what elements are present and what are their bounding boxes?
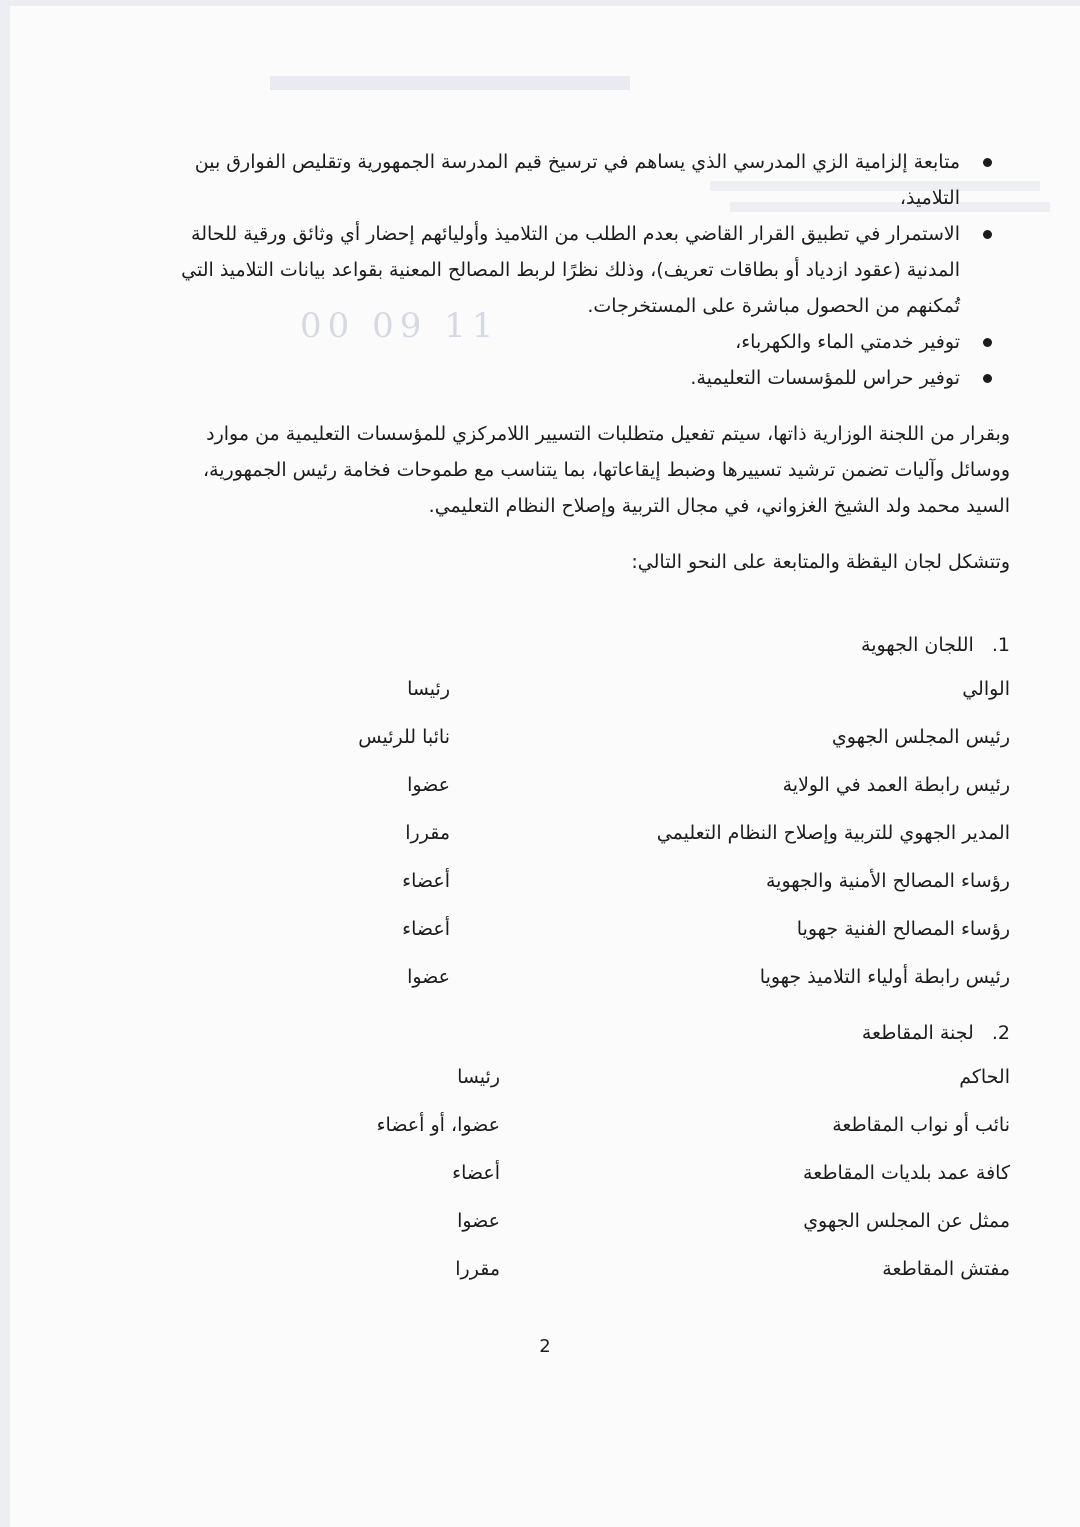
bleed-through-header [270,76,630,90]
bullet-icon [983,338,992,347]
regional-committees-section [160,630,1010,1004]
committees-intro: وتتشكل لجان اليقظة والمتابعة على النحو التالي: [631,551,1010,573]
member-role: رؤساء المصالح الأمنية والجهوية [766,870,1010,892]
table-row [160,668,1010,716]
table-row [160,1152,1010,1200]
table-row [160,1056,1010,1104]
decision-paragraph: وبقرار من اللجنة الوزارية ذاتها، سيتم تفعيل متطلبات التسيير اللامركزي للمؤسسات التعليمية من موارد ووسائل وآليات تضمن ترشيد تسييرها وضبط إيقاعاتها، بما يتناسب مع طموحات فخامة رئيس الجمهورية، السيد محمد ولد الشيخ الغزواني، في مجال التربية وإصلاح النظام التعليمي. [202,423,1010,517]
district-committee-section [160,1018,1010,1296]
document-content [160,144,1010,1296]
bullet-icon [983,158,992,167]
faint-stamp-mark: 00 09 11 [300,306,500,346]
member-role: الوالي [962,678,1010,700]
page-number: 2 [539,1336,551,1357]
table-row [160,1248,1010,1296]
section-number: 1. [991,634,1010,656]
member-title: عضوا [407,966,450,988]
member-title: مقررا [405,822,450,844]
section-heading [160,1018,1010,1048]
member-title: عضوا، أو أعضاء [376,1114,500,1136]
members-table [160,668,1010,1004]
member-role: رئيس رابطة أولياء التلاميذ جهويا [759,966,1010,988]
bullet-text: متابعة إلزامية الزي المدرسي الذي يساهم في ترسيخ قيم المدرسة الجمهورية وتقليص الفوارق بين التلاميذ، [194,151,960,209]
section-title: لجنة المقاطعة [861,1022,974,1044]
table-row [160,860,1010,908]
table-row [160,908,1010,956]
members-table [160,1056,1010,1296]
member-role: رئيس المجلس الجهوي [831,726,1010,748]
member-role: كافة عمد بلديات المقاطعة [803,1162,1010,1184]
list-item [160,216,1010,324]
member-title: رئيسا [457,1066,500,1088]
table-row [160,1200,1010,1248]
bullet-icon [983,374,992,383]
member-title: مقررا [455,1258,500,1280]
table-row [160,716,1010,764]
member-title: عضوا [457,1210,500,1232]
member-title: أعضاء [402,870,450,892]
section-heading [160,630,1010,660]
list-item [160,360,1010,396]
list-item [160,324,1010,360]
bullet-text: الاستمرار في تطبيق القرار القاضي بعدم الطلب من التلاميذ وأوليائهم إحضار أي وثائق ورقية للحالة المدنية (عقود ازدياد أو بطاقات تعريف)، وذلك نظرًا لربط المصالح المعنية بقواعد بيانات التلاميذ التي تُمكنهم من الحصول مباشرة على المستخرجات. [181,223,960,317]
bullet-text: توفير حراس للمؤسسات التعليمية. [690,367,960,389]
member-role: الحاكم [959,1066,1010,1088]
table-row [160,812,1010,860]
member-title: أعضاء [402,918,450,940]
table-row [160,1104,1010,1152]
member-role: المدير الجهوي للتربية وإصلاح النظام التعليمي [656,822,1010,844]
list-item [160,144,1010,216]
member-title: نائبا للرئيس [358,726,450,748]
member-title: رئيسا [407,678,450,700]
section-title: اللجان الجهوية [861,634,974,656]
member-role: ممثل عن المجلس الجهوي [803,1210,1010,1232]
section-number: 2. [991,1022,1010,1044]
table-row [160,956,1010,1004]
table-row [160,764,1010,812]
member-title: عضوا [407,774,450,796]
bullet-text: توفير خدمتي الماء والكهرباء، [735,331,960,353]
member-title: أعضاء [452,1162,500,1184]
member-role: رئيس رابطة العمد في الولاية [782,774,1010,796]
bullet-list [160,144,1010,396]
member-role: رؤساء المصالح الفنية جهويا [796,918,1010,940]
member-role: نائب أو نواب المقاطعة [832,1114,1010,1136]
member-role: مفتش المقاطعة [882,1258,1010,1280]
bullet-icon [983,230,992,239]
